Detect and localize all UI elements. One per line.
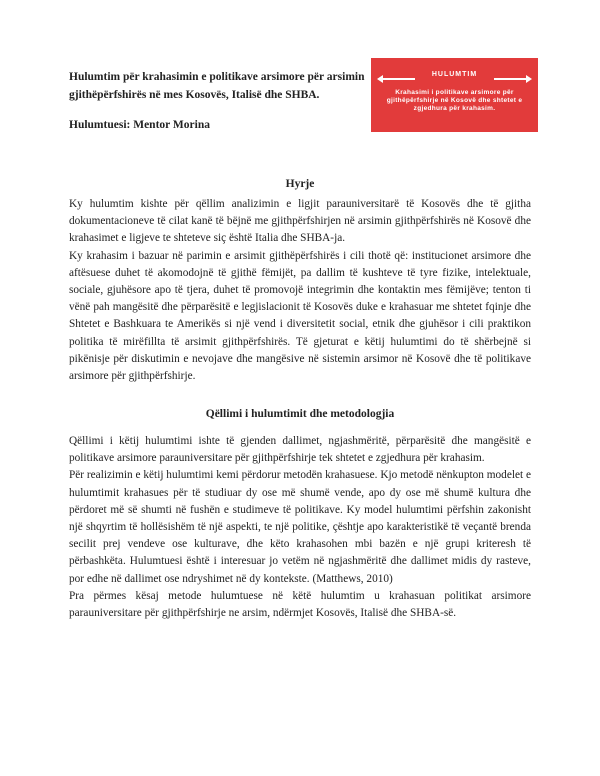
methods-paragraph: Për realizimin e këtij hulumtimi kemi përdorur metodën krahasuese. Kjo metodë nënkupton modelet e hulumtimit krahasues për të studiuar dy ose më shumë vende, apo dy ose më shumë kultura dhe përdoret më së shumti në fushën e studimeve të politikave. Ky model hulumtimi përfshin zakonisht një shqyrtim të hollësishëm të një aspekti, te një politike, çështje apo karakteristikë të veçantë brenda secilit prej vendeve ose kulturave, dhe këto krahasohen mbi bazën e një grupi kriteresh të përbashkëta. Hulumtuesi është i interesuar jo vetëm në ngjashmëritë dhe dallimet midis dy rasteve, por edhe në dallimet ose ndryshimet në dy kontekste. (Matthews, 2010) [69, 469, 531, 585]
arrow-left-icon [383, 78, 415, 80]
arrow-right-icon [494, 78, 526, 80]
paper-title: Hulumtim për krahasimin e politikave arsimore për arsimin gjithëpërfshirës në mes Kosovës, Italisë dhe SHBA. [69, 71, 365, 101]
methods-section [69, 433, 531, 622]
intro-heading: Hyrje [285, 178, 315, 190]
methods-paragraph: Qëllimi i këtij hulumtimi ishte të gjenden dallimet, ngjashmëritë, përparësitë dhe mangësitë e politikave arsimore parauniversitare për gjithpërfshirje tek shtetet e zgjedhura për krahasim. [69, 435, 531, 465]
intro-section [69, 196, 531, 385]
methods-heading: Qëllimi i hulumtimit dhe metodologjia [205, 408, 395, 420]
intro-paragraph: Ky krahasim i bazuar në parimin e arsimit gjithëpërfshirës i cili thotë që: institucionet arsimore dhe aftësuese duhet të akomodojnë të gjithë fëmijët, pa dallim të kushteve të tyre fizike, intelektuale, sociale, gjuhësore apo të tjera, duhet të promovojë integrimin dhe kontaktin mes fëmijëve; tenton ti vënë pah mangësitë dhe përparësitë e legjislacionit të Kosovës duke e krahasuar me shtetet fqinje dhe Shtetet e Bashkuara te Amerikës si një vend i diversitetit social, etnik dhe gjuhësor i cili praktikon politika të mirëfillta të arsimit gjithpërfshirës. Të gjeturat e këtij hulumtimi do të shërbejnë si pikënisje për diskutimin e nevojave dhe mangësive në sistemin arsimor në Kosovë dhe të politikave arsimore për gjithpërfshirje. [69, 249, 531, 383]
intro-paragraph: Ky hulumtim kishte për qëllim analizimin e ligjit parauniversitarë të Kosovës dhe të gjitha dokumentacioneve të cilat kanë të bëjnë me gjithpërfshirjen në arsimin gjithpërfshirës në Kosovë dhe krahasimet e ligjeve te shteteve siç është Italia dhe SHBA-ja. [69, 198, 531, 245]
badge-subtitle: Krahasimi i politikave arsimore për gjithëpërfshirje në Kosovë dhe shtetet e zgjedhura për krahasim. [386, 89, 523, 112]
research-badge [371, 58, 538, 132]
badge-label: HULUMTIM [431, 71, 478, 78]
methods-paragraph: Pra përmes kësaj metode hulumtuese në këtë hulumtim u krahasuan politikat arsimore parauniversitare për gjithpërfshirje ne arsim, ndërmjet Kosovës, Italisë dhe SHBA-së. [69, 589, 531, 620]
author-line: Hulumtuesi: Mentor Morina [69, 119, 210, 131]
